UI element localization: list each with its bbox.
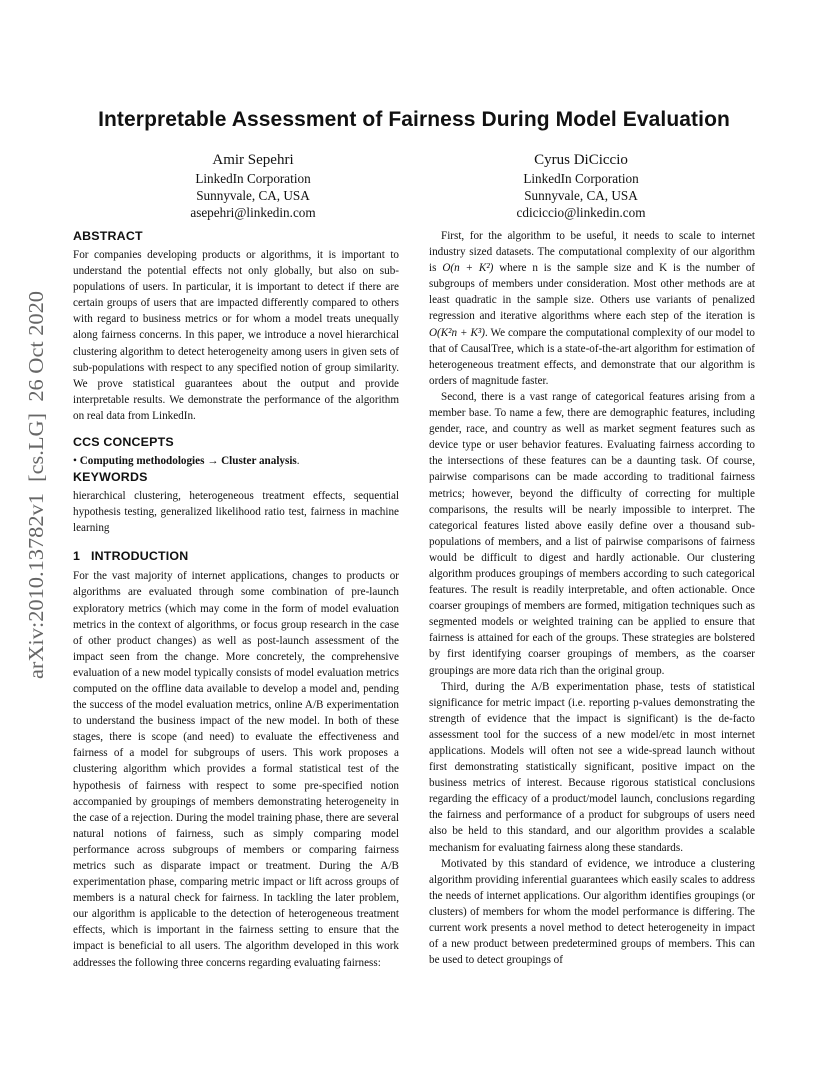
math-expression: O(K²n + K³) (429, 326, 485, 339)
abstract-text: For companies developing products or algorithms, it is important to understand the potential effects not only globally, but also on sub-populations of users. In particular, it is important to detect if there are certain groups of users that are impacted differently compared to others with regard to business metrics or for whom a model treats unequally along fairness concerns. In this paper, we introduce a novel hierarchical clustering algorithm to detect heterogeneity among users in given sets of sub-populations with respect to any specified notion of group similarity. We prove statistical guarantees about the output and provide interpretable results. We demonstrate the performance of the algorithm on real data from LinkedIn. (73, 249, 399, 422)
ccs-end: . (296, 455, 300, 468)
intro-heading: 1 INTRODUCTION (73, 549, 189, 564)
author-affiliation: LinkedIn Corporation (523, 171, 639, 186)
paper-title: Interpretable Assessment of Fairness During Model Evaluation (98, 108, 730, 131)
scalability-paragraph (429, 228, 755, 389)
categorical-features-paragraph: Second, there is a vast range of categorical features arising from a member base. To name a few, there are demographic features, including gender, race, and country as well as market segment features such as device type or user behavior features. Evaluating fairness according to the intersections of these features can be a daunting task. Of course, pairwise comparisons can be made according to traditional fairness metrics; however, beyond the difficulty of correcting for multiple comparisons, the results will be nearly impossible to interpret. The categorical features listed above easily define over a thousand sub-populations of members, and a list of pairwise comparisons of fairness would be difficult to digest and hardly actionable. Our clustering algorithm produces groupings of members according to such categorical features. The result is readily interpretable, and often actionable. Once coarser groupings of members are formed, mitigation techniques such as segmented models or weighted training can be applied to ensure that fairness is attained for each of the groups. These strategies are bolstered by first identifying coarser groupings of members, as the coarser groupings are more data rich than the original group. (429, 390, 755, 677)
text-span: where n is the sample size and K is the number of subgroups of members under consideration. Most other methods are at least quadratic in the sample size. Others use variants of penalized regression and iterative algorithms where each step of the iteration is (429, 262, 756, 323)
abstract-heading: ABSTRACT (73, 229, 143, 243)
text-span: First, for the algorithm to be useful, it needs to scale to internet industry sized datasets. The computational complexity of our algorithm is (429, 230, 755, 275)
author-block-2 (451, 151, 711, 221)
author-name: Cyrus DiCiccio (534, 152, 628, 168)
math-expression: O(n + K²) (442, 262, 494, 275)
ccs-concept-item (73, 453, 399, 469)
text-span: . We compare the computational complexity of our model to that of CausalTree, which is a state-of-the-art algorithm for estimation of heterogeneous treatment effects, and demonstrate that our algorithm is orders of magnitude faster. (429, 326, 755, 387)
author-block-1 (123, 151, 383, 221)
left-column (73, 228, 399, 971)
ccs-heading: CCS CONCEPTS (73, 435, 174, 450)
motivation-paragraph: Motivated by this standard of evidence, we introduce a clustering algorithm providing inferential guarantees which easily scales to address the needs of internet applications. Our algorithm identifies groupings (or clusters) of members for whom the model performance is differing. The current work presents a novel method to detect heterogeneity in impact of a new product between predetermined groups of members. This can be used to detect groupings of (429, 857, 755, 967)
author-name: Amir Sepehri (212, 152, 294, 168)
arxiv-identifier-text: arXiv:2010.13782v1 [cs.LG] 26 Oct 2020 (24, 306, 48, 679)
keywords-text: hierarchical clustering, heterogeneous treatment effects, sequential hypothesis testing, generalized likelihood ratio test, fairness in machine learning (73, 490, 399, 535)
author-location: Sunnyvale, CA, USA (196, 188, 310, 203)
ccs-concept-text: Computing methodologies → Cluster analysis (79, 455, 297, 468)
arxiv-identifier (12, 290, 52, 680)
ab-testing-paragraph: Third, during the A/B experimentation phase, tests of statistical significance for metric impact (i.e. reporting p-values demonstrating the strength of evidence that the impact is significant) is the de-facto assessment tool for the success of a new model/etc in most internet applications. Models will often not see a wide-spread launch without first demonstrating statistically significant, positive impact on the business metrics of interest. Because rigorous statistical conclusions regarding the efficacy of a product/model launch, conclusions regarding the fairness and performance of a product for subgroups of users need also be held to this standard, and our algorithm provides a scalable mechanism for evaluating fairness along these standards. (429, 680, 755, 854)
right-column (429, 228, 755, 968)
author-affiliation: LinkedIn Corporation (195, 171, 311, 186)
author-location: Sunnyvale, CA, USA (524, 188, 638, 203)
keywords-heading: KEYWORDS (73, 470, 148, 485)
author-email: cdiciccio@linkedin.com (516, 205, 646, 220)
ccs-bullet: • (73, 455, 77, 468)
author-email: asepehri@linkedin.com (190, 205, 316, 220)
intro-paragraph: For the vast majority of internet applications, changes to products or algorithms are evaluated through some combination of pre-launch exploratory metrics (which may come in the form of model evaluation metrics in the context of algorithms, or focus group research in the case of other product changes) as well as post-launch assessment of the impact seen from the change. More concretely, the comprehensive evaluation of a new model typically consists of model evaluation metrics computed on the offline data available to develop a model and, pending the success of the model evaluation metrics, online A/B experimentation to understand the business impact of the new model. In both of these stages, there is scope (and need) to evaluate the effectiveness and fairness of a model for subgroups of users. This work proposes a clustering algorithm which provides a formal statistical test of the hypothesis of fairness with respect to some pre-specified notion accompanied by groupings of members demonstrating heterogeneity in the case of a rejection. During the model training phase, there are several natural notions of fairness, such as simply comparing model performance across subgroups of members or comparing fairness metrics such as disparate impact or treatment. During the A/B experimentation phase, comparing metric impact or lift across groups of members is a natural check for fairness. In tackling the later problem, our algorithm is applicable to the detection of heterogeneous treatment effects, which is important in the fairness setting to ensure that the impact is beneficial to all users. The algorithm developed in this work addresses the following three concerns regarding evaluating fairness: (73, 570, 399, 969)
